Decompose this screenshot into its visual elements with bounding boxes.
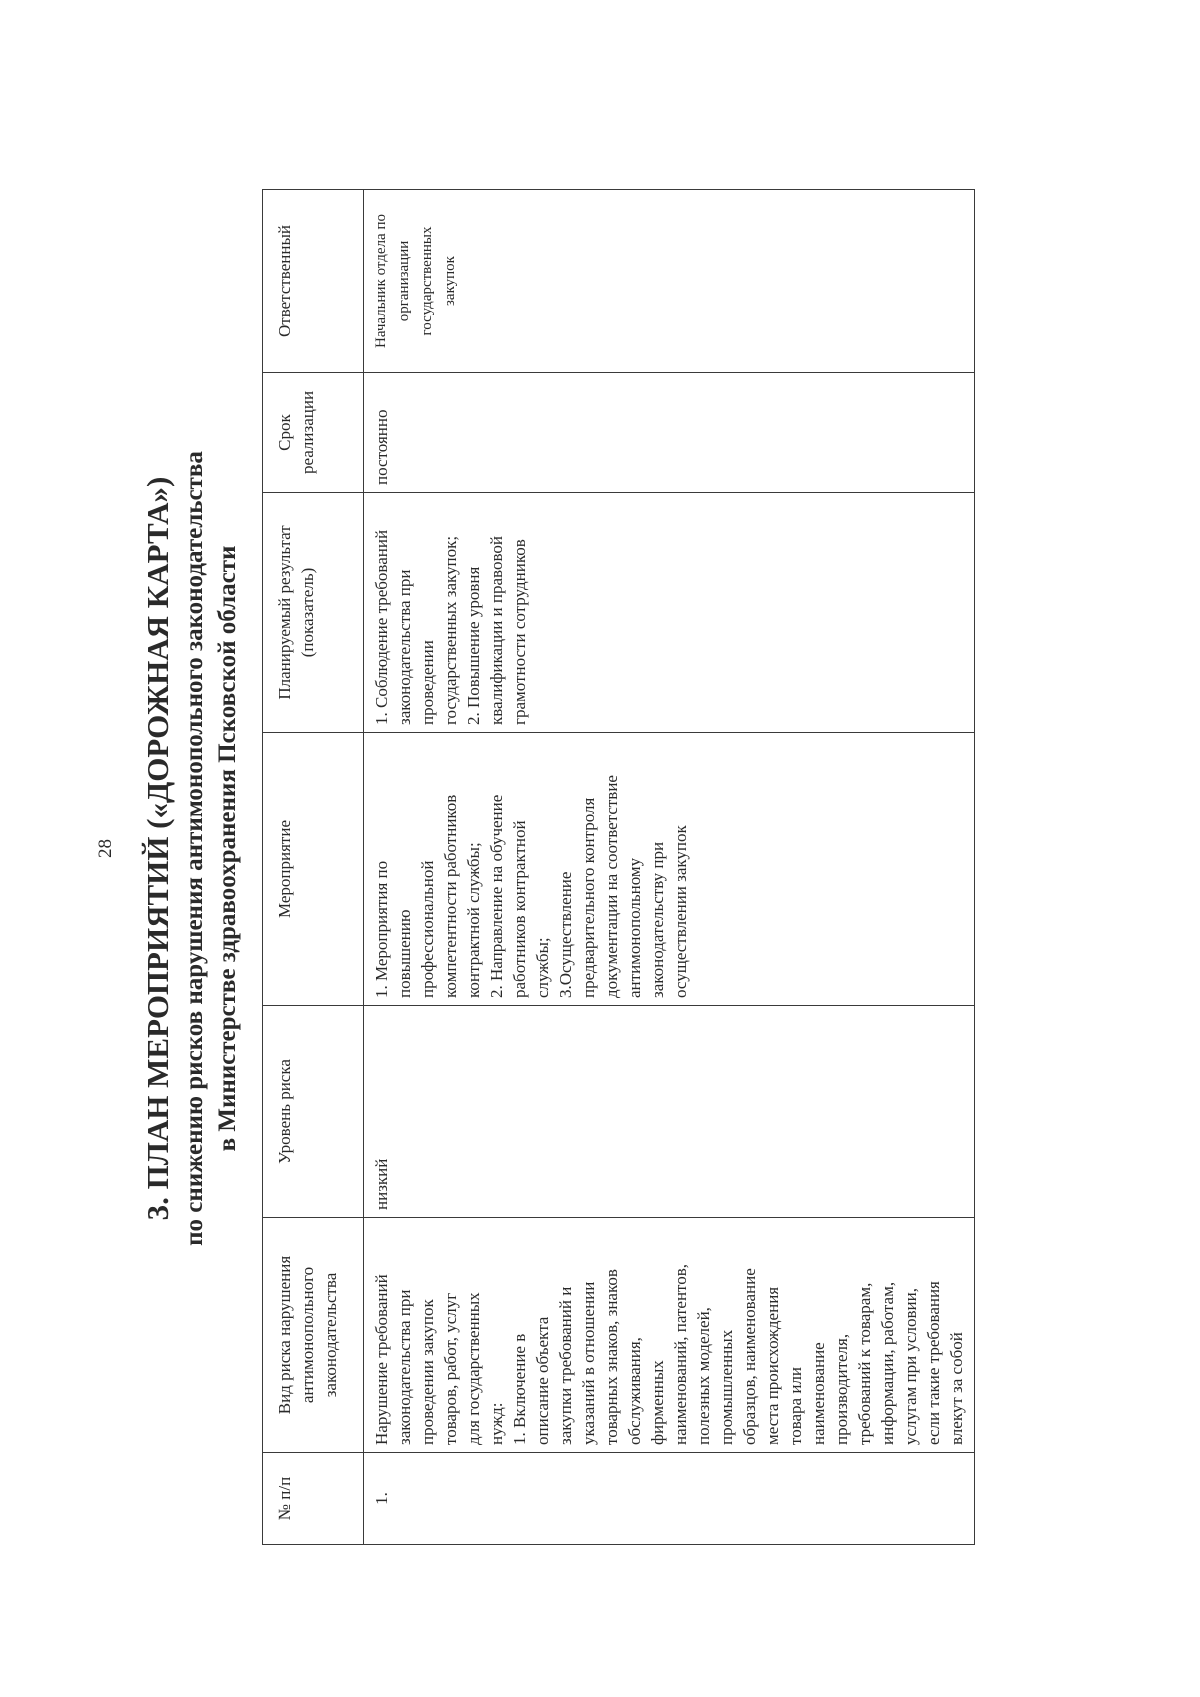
cell-line: промышленных xyxy=(717,1329,736,1445)
cell-line: Начальник отдела по xyxy=(373,214,389,349)
cell-line: информации, работам, xyxy=(878,1281,897,1445)
header-risk-type: Вид риска нарушения антимонопольного законодательства xyxy=(263,1218,364,1453)
cell-line: товаров, работ, услуг xyxy=(441,1292,460,1445)
heading-line-3: в Министерстве здравоохранения Псковской области xyxy=(214,545,241,1152)
cell-responsible xyxy=(364,190,975,373)
cell-line: 1. Соблюдение требований xyxy=(372,529,391,725)
cell-line: профессиональной xyxy=(418,860,437,998)
cell-line: государственных xyxy=(419,226,435,336)
cell-line: Нарушение требований xyxy=(372,1274,391,1445)
header-measures: Мероприятие xyxy=(263,733,364,1006)
cell-line: квалификации и правовой xyxy=(487,536,506,725)
cell-line: 2. Повышение уровня xyxy=(464,566,483,725)
cell-line: предварительного контроля xyxy=(579,797,598,998)
cell-line: компетентности работников xyxy=(441,794,460,998)
cell-line: фирменных xyxy=(648,1360,667,1445)
header-term: Срок реализации xyxy=(263,373,364,493)
table-header-row xyxy=(263,190,364,1545)
cell-line: указаний в отношении xyxy=(579,1281,598,1445)
cell-risk-level: низкий xyxy=(364,1006,975,1218)
cell-num: 1. xyxy=(364,1453,975,1545)
cell-line: нужд: xyxy=(487,1402,506,1445)
roadmap-table xyxy=(262,189,975,1545)
cell-line: документации на соответствие xyxy=(602,775,621,998)
cell-line: если такие требования xyxy=(924,1281,943,1445)
cell-term: постоянно xyxy=(364,373,975,493)
cell-line: влекут за собой xyxy=(947,1332,966,1445)
cell-line: 2. Направление на обучение xyxy=(487,794,506,998)
cell-line: 1. Мероприятия по xyxy=(372,860,391,998)
cell-line: повышению xyxy=(395,909,414,998)
header-result: Планируемый результат (показатель) xyxy=(263,493,364,733)
cell-line: наименований, патентов, xyxy=(671,1263,690,1445)
cell-line: образцов, наименование xyxy=(740,1268,759,1445)
cell-line: описание объекта xyxy=(533,1316,552,1445)
cell-line: грамотности сотрудников xyxy=(510,539,529,725)
page-number: 28 xyxy=(95,839,116,858)
cell-line: государственных закупок; xyxy=(441,535,460,725)
cell-line: услугам при условии, xyxy=(901,1287,920,1445)
heading-line-2: по снижению рисков нарушения антимонопольного законодательства xyxy=(181,451,208,1246)
header-num: № п/п xyxy=(263,1453,364,1545)
cell-line: организации xyxy=(396,240,412,322)
cell-line: для государственных xyxy=(464,1292,483,1445)
cell-line: закупок xyxy=(442,256,458,306)
cell-line: закупки требований и xyxy=(556,1286,575,1445)
cell-measures xyxy=(364,733,975,1006)
cell-line: 1. Включение в xyxy=(510,1333,529,1445)
cell-risk-type xyxy=(364,1218,975,1453)
header-responsible: Ответственный xyxy=(263,190,364,373)
cell-line: товара или xyxy=(786,1366,805,1445)
cell-line: 3.Осуществление xyxy=(556,871,575,998)
document-heading xyxy=(138,0,244,1697)
cell-line: законодательства при xyxy=(395,569,414,725)
cell-line: осуществлении закупок xyxy=(671,825,690,998)
cell-line: наименование xyxy=(809,1342,828,1445)
cell-line: места происхождения xyxy=(763,1286,782,1445)
cell-line: проведении xyxy=(418,640,437,725)
cell-line: антимонопольному xyxy=(625,857,644,998)
header-risk-level: Уровень риска xyxy=(263,1006,364,1218)
cell-line: законодательства при xyxy=(395,1289,414,1445)
cell-line: производителя, xyxy=(832,1333,851,1445)
cell-line: службы; xyxy=(533,937,552,998)
cell-line: контрактной службы; xyxy=(464,842,483,998)
cell-line: проведении закупок xyxy=(418,1299,437,1445)
cell-line: работников контрактной xyxy=(510,820,529,998)
heading-line-1: 3. ПЛАН МЕРОПРИЯТИЙ («ДОРОЖНАЯ КАРТА») xyxy=(140,476,175,1221)
cell-line: законодательству при xyxy=(648,841,667,998)
cell-line: полезных моделей, xyxy=(694,1307,713,1445)
cell-result xyxy=(364,493,975,733)
cell-line: обслуживания, xyxy=(625,1337,644,1445)
cell-line: требований к товарам, xyxy=(855,1282,874,1445)
table-row xyxy=(364,190,975,1545)
cell-line: товарных знаков, знаков xyxy=(602,1269,621,1445)
